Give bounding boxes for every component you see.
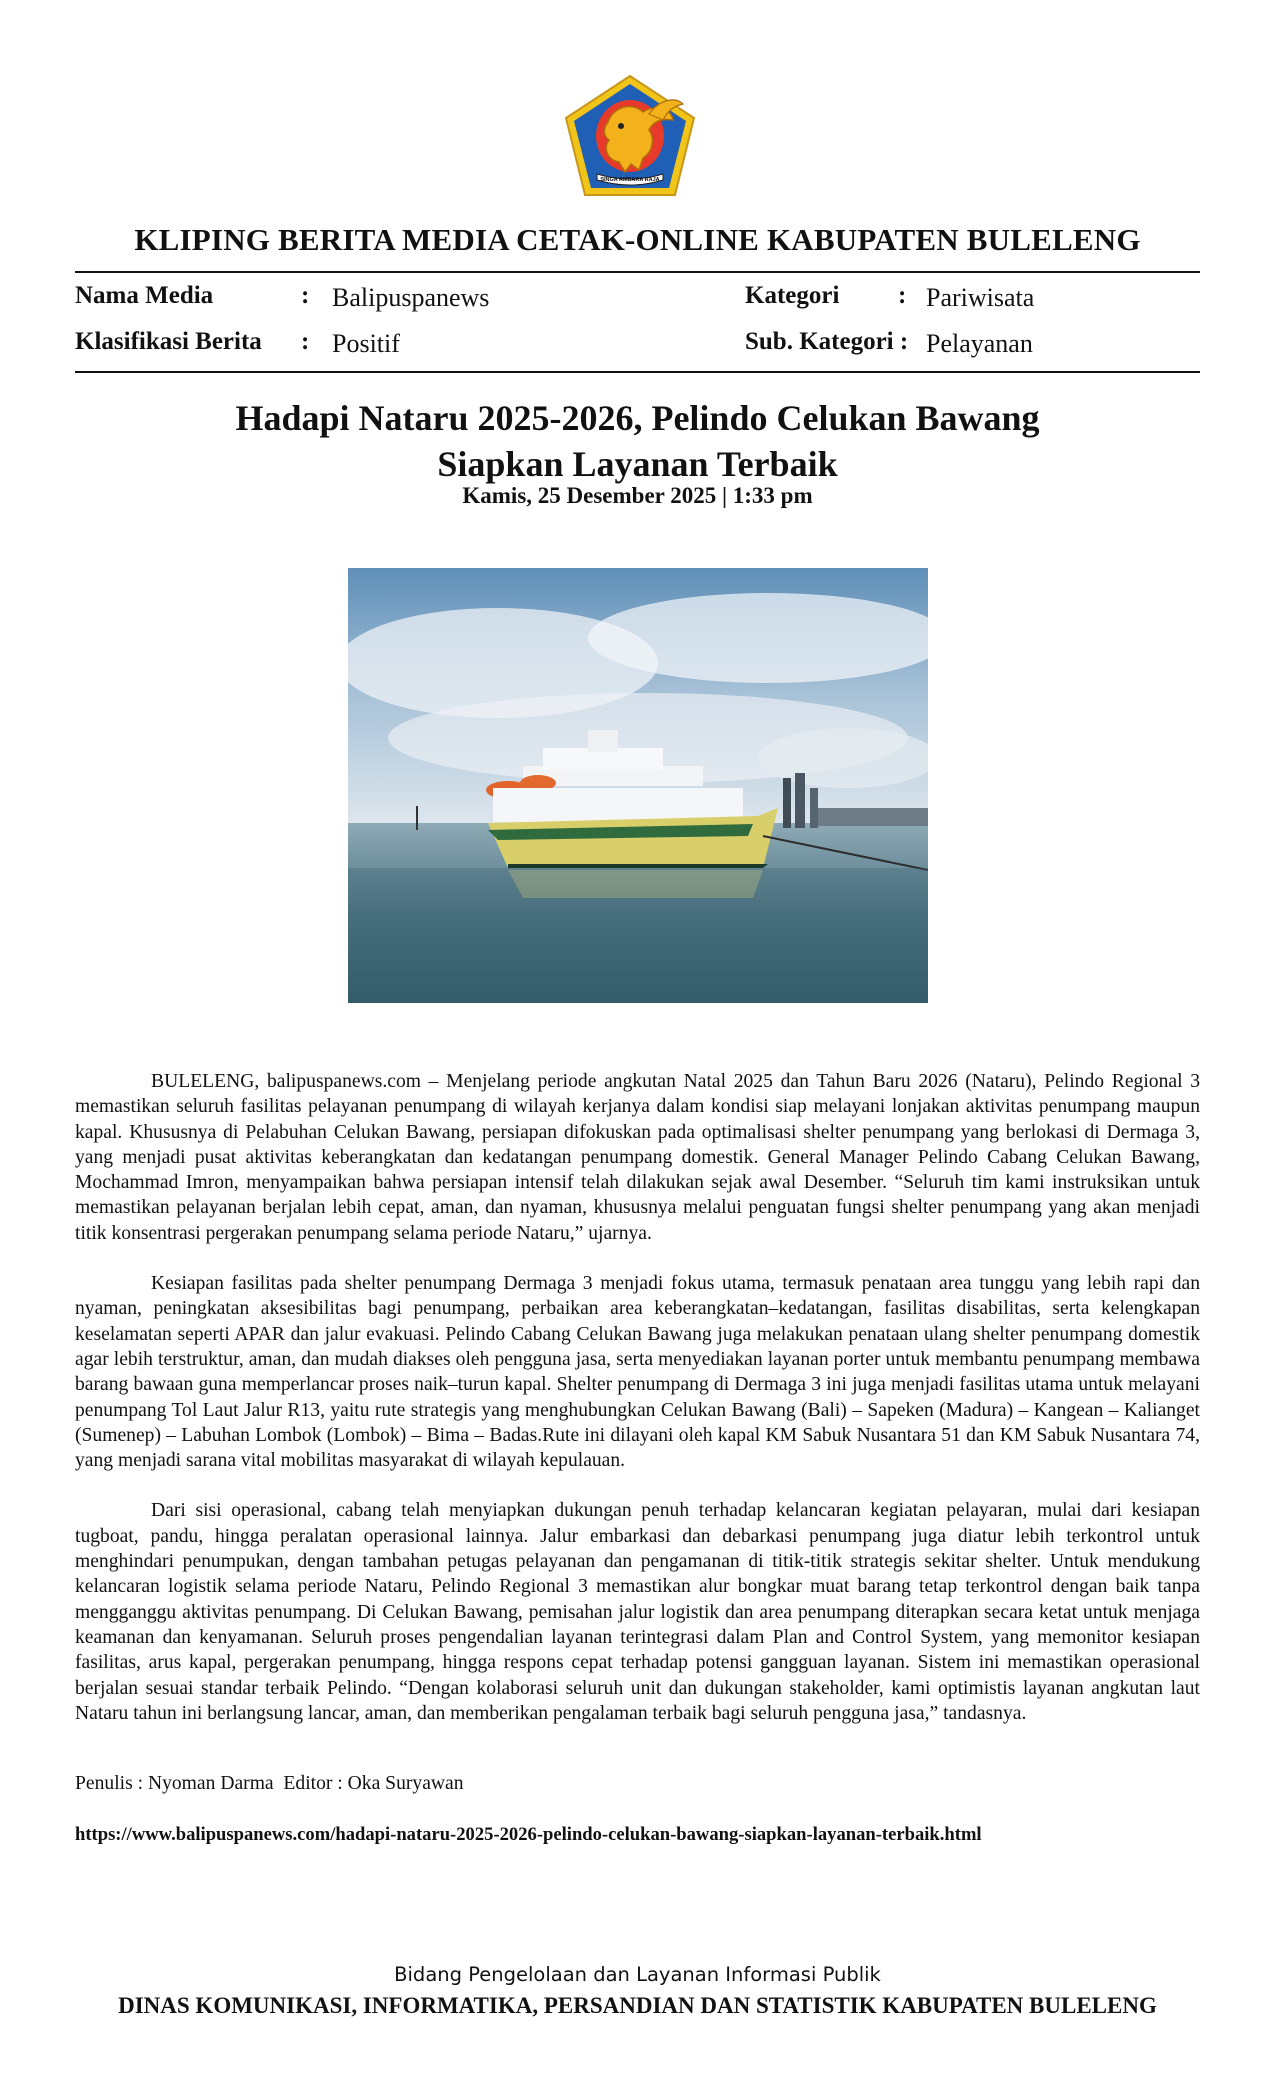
article-title-line-2: Siapkan Layanan Terbaik: [437, 444, 838, 484]
source-url-link[interactable]: https://www.balipuspanews.com/hadapi-nataru-2025-2026-pelindo-celukan-bawang-siapkan-layanan-terbaik.html: [75, 1824, 982, 1845]
header-divider-bottom: [75, 371, 1200, 373]
article-date: Kamis, 25 Desember 2025 | 1:33 pm: [462, 483, 813, 508]
header-divider-top: [75, 271, 1200, 273]
klasifikasi-colon: :: [301, 328, 310, 355]
kategori-colon: :: [898, 282, 907, 309]
klasifikasi-label: Klasifikasi Berita: [75, 328, 262, 355]
subkategori-label: Sub. Kategori :: [745, 328, 909, 355]
media-name-colon: :: [301, 282, 310, 309]
footer-agency: DINAS KOMUNIKASI, INFORMATIKA, PERSANDIAN DAN STATISTIK KABUPATEN BULELENG: [118, 1993, 1157, 2018]
article-body: [75, 1069, 1200, 1751]
subkategori-value: Pelayanan: [926, 329, 1033, 358]
klasifikasi-value: Positif: [332, 329, 400, 358]
author-editor-credits: Penulis : Nyoman Darma Editor : Oka Suryawan: [75, 1773, 464, 1794]
article-paragraph-3: Dari sisi operasional, cabang telah menyiapkan dukungan penuh terhadap kelancaran kegiatan pelayaran, mulai dari kesiapan tugboat, pandu, hingga peralatan operasional lainnya. Jalur embarkasi dan debarkasi penumpang juga diatur lebih terkontrol untuk menghindari penumpukan, dengan tambahan petugas pelayanan dan pengamanan di titik-titik strategis sekitar shelter. Untuk mendukung kelancaran logistik selama periode Nataru, Pelindo Regional 3 memastikan alur bongkar muat barang tetap terkontrol dengan baik tanpa mengganggu aktivitas penumpang. Di Celukan Bawang, pemisahan jalur logistik dan area penumpang diterapkan secara ketat untuk menjaga keamanan dan kenyamanan. Seluruh proses pengendalian layanan terintegrasi dalam Plan and Control System, yang memonitor kesiapan fasilitas, arus kapal, pergerakan penumpang, hingga respons cepat terhadap potensi gangguan layanan. Sistem ini memastikan operasional berjalan sesuai standar terbaik Pelindo. “Dengan kolaborasi seluruh unit dan dukungan stakeholder, kami optimistis layanan angkutan laut Nataru tahun ini berlangsung lancar, aman, dan memberikan pengalaman terbaik bagi seluruh pengguna jasa,” tandasnya.: [75, 1500, 1200, 1724]
clipping-header-title: KLIPING BERITA MEDIA CETAK-ONLINE KABUPATEN BULELENG: [134, 222, 1141, 257]
article-title: [75, 395, 1200, 487]
article-paragraph-1: BULELENG, balipuspanews.com – Menjelang periode angkutan Natal 2025 dan Tahun Baru 2026 (Nataru), Pelindo Regional 3 memastikan seluruh fasilitas pelayanan penumpang di wilayah kerjanya dalam kondisi siap melayani lonjakan aktivitas penumpang maupun kapal. Khususnya di Pelabuhan Celukan Bawang, persiapan difokuskan pada optimalisasi shelter penumpang yang berlokasi di Dermaga 3, yang menjadi pusat aktivitas keberangkatan dan kedatangan penumpang domestik. General Manager Pelindo Cabang Celukan Bawang, Mochammad Imron, menyampaikan bahwa persiapan intensif telah dilakukan sejak awal Desember. “Seluruh tim kami instruksikan untuk memastikan pelayanan berjalan lebih cepat, aman, dan nyaman, khususnya melalui penguatan fungsi shelter penumpang yang akan menjadi titik konsentrasi pergerakan penumpang selama periode Nataru,” ujarnya.: [75, 1071, 1200, 1244]
media-name-value: Balipuspanews: [332, 283, 490, 312]
buleleng-emblem-logo: [563, 74, 697, 198]
footer-division: Bidang Pengelolaan dan Layanan Informasi Publik: [394, 1963, 881, 1986]
media-name-label: Nama Media: [75, 282, 214, 309]
kategori-label: Kategori: [745, 282, 840, 309]
article-title-line-1: Hadapi Nataru 2025-2026, Pelindo Celukan Bawang: [235, 398, 1040, 438]
article-paragraph-2: Kesiapan fasilitas pada shelter penumpang Dermaga 3 menjadi fokus utama, termasuk penataan area tunggu yang lebih rapi dan nyaman, peningkatan aksesibilitas bagi penumpang, perbaikan area keberangkatan–kedatangan, fasilitas disabilitas, serta kelengkapan keselamatan seperti APAR dan jalur evakuasi. Pelindo Cabang Celukan Bawang juga melakukan penataan ulang shelter penumpang domestik agar lebih terstruktur, aman, dan mudah diakses oleh pengguna jasa, serta menyediakan layanan porter untuk membantu penumpang membawa barang bawaan guna memperlancar proses naik–turun kapal. Shelter penumpang di Dermaga 3 ini juga menjadi fasilitas utama untuk melayani penumpang Tol Laut Jalur R13, yaitu rute strategis yang menghubungkan Celukan Bawang (Bali) – Sapeken (Madura) – Kangean – Kalianget (Sumenep) – Labuhan Lombok (Lombok) – Bima – Badas.Rute ini dilayani oleh kapal KM Sabuk Nusantara 51 dan KM Sabuk Nusantara 74, yang menjadi sarana vital mobilitas masyarakat di wilayah kepulauan.: [75, 1273, 1200, 1472]
emblem-motto: SINGA AMBARA RAJA: [600, 177, 660, 183]
article-photo-ship: [348, 568, 928, 1003]
kategori-value: Pariwisata: [926, 283, 1035, 312]
